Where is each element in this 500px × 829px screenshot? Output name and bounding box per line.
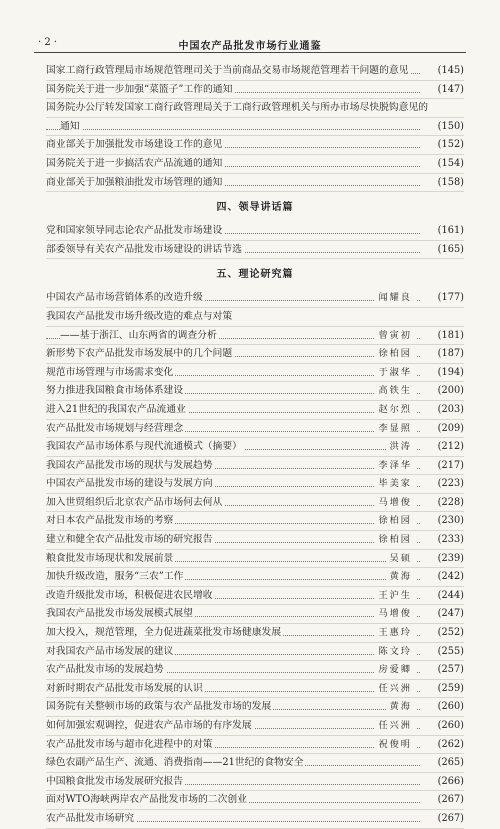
toc-entry-title: 面对WTO海峡两岸农产品批发市场的二次创业 bbox=[46, 791, 249, 809]
toc-entry-author: 徐柏园 bbox=[374, 512, 416, 530]
toc-entry-title: 对新时期农产品批发市场发展的认识 bbox=[46, 680, 205, 698]
toc-entry-title: 建立和健全农产品批发市场的研究报告 bbox=[46, 531, 215, 549]
toc-entry-author: 祝俊明 bbox=[374, 736, 416, 754]
toc-entry-title: 努力推进我国粮食市场体系建设 bbox=[46, 382, 185, 400]
section-five-list bbox=[46, 289, 464, 828]
toc-entry bbox=[46, 308, 464, 327]
toc-entry-author: 陈文玲 bbox=[374, 643, 416, 661]
toc-entry bbox=[46, 382, 464, 401]
toc-entry bbox=[46, 364, 464, 383]
toc-entry-title: 进入21世纪的我国农产品流通业 bbox=[46, 401, 188, 419]
toc-entry bbox=[46, 773, 464, 792]
toc-entry-title: 商业部关于加强批发市场建设工作的意见 bbox=[46, 136, 224, 154]
section-four-list bbox=[46, 222, 464, 259]
toc-entry-author: 徐柏园 bbox=[374, 345, 416, 363]
toc-entry-page: (161) bbox=[420, 222, 464, 240]
toc-entry-page: (262) bbox=[420, 736, 464, 754]
toc-entry-author: 李显照 bbox=[374, 420, 416, 438]
toc-entry-title: 国务院关于进一步搞活农产品流通的通知 bbox=[46, 155, 224, 173]
toc-entry-title: 农产品批发市场规划与经营理念 bbox=[46, 420, 185, 438]
toc-entry-title: 粮食批发市场现状和发展前景 bbox=[46, 550, 175, 568]
toc-entry-page: (257) bbox=[420, 661, 464, 679]
toc-entry-title: 绿色农副产品生产、流通、消费指南——21世纪的食物安全 bbox=[46, 754, 305, 772]
toc-entry-page: (266) bbox=[420, 773, 464, 791]
toc-entry-page: (252) bbox=[420, 624, 464, 642]
toc-entry-author: 王沪生 bbox=[374, 587, 416, 605]
toc-entry-page: (177) bbox=[420, 289, 464, 307]
toc-entry-title: 通知 bbox=[60, 118, 82, 136]
toc-entry-title: 我国农产品市场体系与现代流通模式（摘要） bbox=[46, 438, 244, 456]
toc-entry bbox=[46, 717, 464, 736]
toc-entry-author: 黄海 bbox=[386, 698, 416, 716]
toc-entry-title: 加大投入，规范管理，全力促进蔬菜批发市场健康发展 bbox=[46, 624, 283, 642]
toc-entry-page: (152) bbox=[420, 136, 464, 154]
toc-entry-author: 李泽华 bbox=[374, 457, 416, 475]
toc-entry-author: 房爱卿 bbox=[374, 661, 416, 679]
toc-entry-title: 加入世贸组织后北京农产品市场何去何从 bbox=[46, 494, 224, 512]
toc-entry bbox=[46, 438, 464, 457]
toc-entry-author: 徐柏园 bbox=[374, 531, 416, 549]
toc-entry-page: (187) bbox=[420, 345, 464, 363]
toc-entry-page: (147) bbox=[420, 81, 464, 99]
toc-entry bbox=[46, 99, 464, 118]
toc-entry-author: 王惠玲 bbox=[374, 624, 416, 642]
toc-entry bbox=[46, 327, 464, 346]
toc-entry-page: (260) bbox=[420, 717, 464, 735]
toc-entry bbox=[46, 736, 464, 755]
toc-entry-page: (259) bbox=[420, 680, 464, 698]
toc-entry-title: 规范市场管理与市场需求变化 bbox=[46, 364, 175, 382]
toc-entry bbox=[46, 222, 464, 241]
toc-entry-title: 中国农产品市场营销体系的改造升级 bbox=[46, 289, 205, 307]
toc-entry bbox=[46, 512, 464, 531]
toc-entry-title: 新形势下农产品批发市场发展中的几个问题 bbox=[46, 345, 234, 363]
toc-entry-page: (145) bbox=[420, 62, 464, 80]
toc-entry-page: (203) bbox=[420, 401, 464, 419]
toc-entry-author: 赵尔烈 bbox=[374, 401, 416, 419]
dot-leader bbox=[46, 118, 422, 130]
toc-entry bbox=[46, 136, 464, 155]
toc-entry-title: 中国农产品批发市场的建设与发展方向 bbox=[46, 475, 215, 493]
toc-entry-page: (260) bbox=[420, 698, 464, 716]
toc-entry-title: 国务院关于进一步加强“菜篮子”工作的通知 bbox=[46, 81, 234, 99]
toc-entry-page: (181) bbox=[420, 327, 464, 345]
toc-entry bbox=[46, 531, 464, 550]
toc-entry-title: 国务院有关整顿市场的政策与农产品批发市场的发展 bbox=[46, 698, 273, 716]
toc-entry-title: 我国农产品批发市场升级改造的难点与对策 bbox=[46, 308, 234, 326]
toc-entry bbox=[46, 698, 464, 717]
toc-entry bbox=[46, 605, 464, 624]
toc-entry-page: (158) bbox=[420, 174, 464, 192]
toc-entry-author: 洪涛 bbox=[386, 438, 416, 456]
toc-entry-title: 加快升级改造，服务“三农”工作 bbox=[46, 568, 185, 586]
page-number: · 2 · bbox=[38, 37, 58, 48]
toc-entry bbox=[46, 587, 464, 606]
toc-entry-page: (242) bbox=[420, 568, 464, 586]
toc-entry-page: (228) bbox=[420, 494, 464, 512]
table-of-contents bbox=[46, 62, 464, 829]
toc-entry-title: 对我国农产品市场发展的建议 bbox=[46, 643, 175, 661]
toc-entry bbox=[46, 62, 464, 81]
toc-entry bbox=[46, 118, 464, 137]
running-header bbox=[34, 36, 466, 53]
toc-entry-title: 党和国家领导同志论农产品批发市场建设 bbox=[46, 222, 224, 240]
toc-entry bbox=[46, 550, 464, 569]
toc-entry bbox=[46, 241, 464, 260]
toc-entry bbox=[46, 401, 464, 420]
toc-entry-page: (154) bbox=[420, 155, 464, 173]
toc-entry bbox=[46, 661, 464, 680]
toc-entry-author: 高铁生 bbox=[374, 382, 416, 400]
toc-entry-page: (194) bbox=[420, 364, 464, 382]
toc-entry-page: (230) bbox=[420, 512, 464, 530]
toc-entry-page: (223) bbox=[420, 475, 464, 493]
toc-entry bbox=[46, 155, 464, 174]
section-heading-leader-speeches: 四、领导讲话篇 bbox=[216, 202, 294, 214]
toc-entry-page: (239) bbox=[420, 550, 464, 568]
toc-entry-title: 商业部关于加强粮油批发市场管理的通知 bbox=[46, 174, 224, 192]
toc-entry bbox=[46, 791, 464, 810]
toc-entry-author: 马增俊 bbox=[374, 605, 416, 623]
toc-entry-page: (217) bbox=[420, 457, 464, 475]
toc-entry-author: 曾寅初 bbox=[374, 327, 416, 345]
toc-entry-author: 于淑华 bbox=[374, 364, 416, 382]
toc-entry bbox=[46, 475, 464, 494]
toc-entry-title: 对日本农产品批发市场的考察 bbox=[46, 512, 175, 530]
section-three-tail bbox=[46, 62, 464, 192]
toc-entry bbox=[46, 457, 464, 476]
section-heading-theory-research: 五、理论研究篇 bbox=[216, 269, 294, 281]
toc-entry-author: 黄海 bbox=[386, 568, 416, 586]
toc-entry-page: (209) bbox=[420, 420, 464, 438]
toc-entry-title: 我国农产品批发市场发展模式展望 bbox=[46, 605, 195, 623]
toc-entry bbox=[46, 345, 464, 364]
toc-entry-author: 马增俊 bbox=[374, 494, 416, 512]
toc-entry-page: (265) bbox=[420, 754, 464, 772]
toc-entry-page: (212) bbox=[420, 438, 464, 456]
toc-entry-author: 任兴洲 bbox=[374, 680, 416, 698]
toc-entry bbox=[46, 81, 464, 100]
toc-entry-page: (244) bbox=[420, 587, 464, 605]
toc-entry-title: ——基于浙江、山东两省的调查分析 bbox=[60, 327, 219, 345]
toc-entry-page: (267) bbox=[420, 810, 464, 828]
toc-entry-page: (150) bbox=[420, 118, 464, 136]
toc-entry-title: 国家工商行政管理局市场规范管理司关于当前商品交易市场规范管理若干问题的意见 bbox=[46, 62, 410, 80]
toc-entry bbox=[46, 754, 464, 773]
book-title: 中国农产品批发市场行业通鉴 bbox=[178, 41, 322, 52]
toc-entry bbox=[46, 289, 464, 308]
toc-entry-title: 国务院办公厅转发国家工商行政管理局关于工商行政管理机关与所办市场尽快脱钩意见的 bbox=[46, 99, 430, 117]
toc-entry-title: 我国农产品批发市场的现状与发展趋势 bbox=[46, 457, 215, 475]
toc-entry bbox=[46, 568, 464, 587]
toc-entry bbox=[46, 680, 464, 699]
toc-entry bbox=[46, 174, 464, 193]
toc-entry-author: 闻耀良 bbox=[374, 289, 416, 307]
toc-entry bbox=[46, 494, 464, 513]
toc-entry-title: 部委领导有关农产品批发市场建设的讲话节选 bbox=[46, 241, 244, 259]
toc-entry-title: 改造升级批发市场，积极促进农民增收 bbox=[46, 587, 215, 605]
toc-entry-page: (165) bbox=[420, 241, 464, 259]
toc-entry bbox=[46, 420, 464, 439]
toc-entry bbox=[46, 643, 464, 662]
toc-entry-page: (255) bbox=[420, 643, 464, 661]
toc-entry-title: 农产品批发市场的发展趋势 bbox=[46, 661, 166, 679]
toc-entry-author: 任兴洲 bbox=[374, 717, 416, 735]
toc-entry-title: 如何加强宏观调控，促进农产品市场的有序发展 bbox=[46, 717, 254, 735]
toc-entry-author: 吴硕 bbox=[386, 550, 416, 568]
toc-entry-title: 农产品批发市场研究 bbox=[46, 810, 136, 828]
toc-entry-title: 中国粮食批发市场发展研究报告 bbox=[46, 773, 185, 791]
toc-entry-author: 毕美家 bbox=[374, 475, 416, 493]
toc-entry-page: (247) bbox=[420, 605, 464, 623]
toc-entry-page: (267) bbox=[420, 791, 464, 809]
toc-entry bbox=[46, 810, 464, 829]
toc-entry-page: (233) bbox=[420, 531, 464, 549]
toc-entry bbox=[46, 624, 464, 643]
toc-entry-page: (200) bbox=[420, 382, 464, 400]
toc-entry-title: 农产品批发市场与超市化进程中的对策 bbox=[46, 736, 215, 754]
